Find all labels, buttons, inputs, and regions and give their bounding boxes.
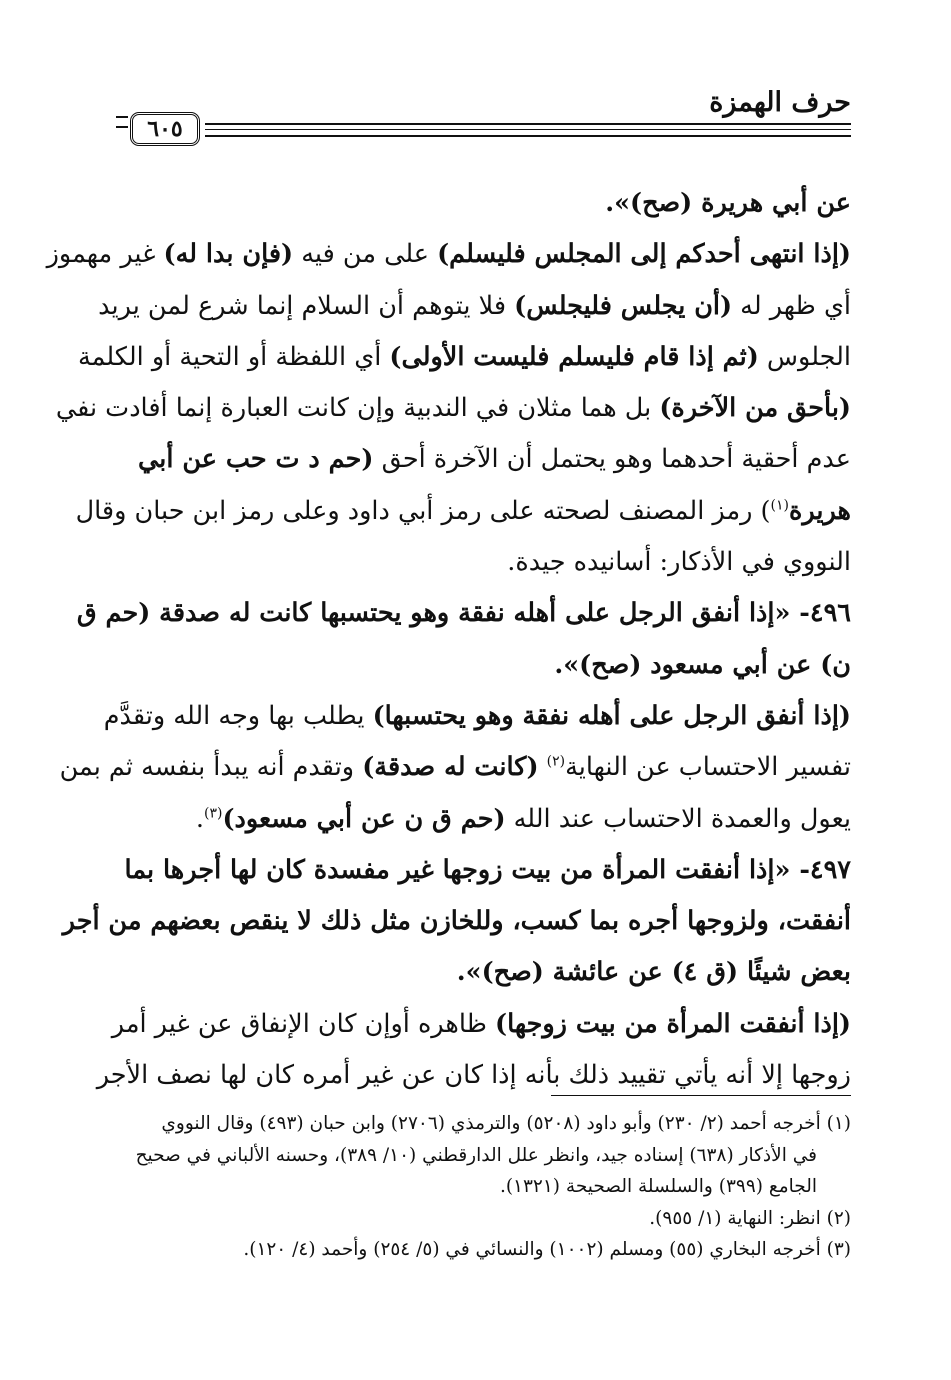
- text-run: بل هما مثلان في الندبية وإن كانت العبارة إنما أفادت نفي: [55, 393, 660, 424]
- text-run: هريرة: [788, 495, 851, 526]
- text-run: (كانت له صدقة): [362, 752, 539, 783]
- page-number-frame: [130, 112, 200, 146]
- text-run: (بأحق من الآخرة): [659, 393, 851, 424]
- text-run: النووي في الأذكار: أسانيده جيدة.: [507, 547, 851, 578]
- text-run: [539, 752, 547, 782]
- footnote-line: (١) أخرجه أحمد (٢/ ٢٣٠) وأبو داود (٥٢٠٨) والترمذي (٢٧٠٦) وابن حبان (٤٩٣) وقال النووي: [161, 1113, 851, 1134]
- text-line: [100, 794, 851, 845]
- text-line: [62, 896, 851, 947]
- footnote-line: (٢) انظر: النهاية (١/ ٩٥٥).: [649, 1207, 851, 1229]
- text-run: على من فيه: [293, 239, 438, 270]
- footnote-line: الجامع (٣٩٩) والسلسلة الصحيحة (١٣٢١).: [499, 1176, 817, 1197]
- footnote-separator: [551, 1095, 851, 1096]
- text-run: أي ظهر له: [732, 290, 851, 321]
- text-line: [100, 281, 851, 332]
- chapter-title: حرف الهمزة: [709, 87, 851, 118]
- text-run: يطلب بها وجه الله وتقدَّم: [103, 700, 373, 731]
- text-run: غير مهموز: [46, 239, 164, 270]
- text-run: بعض شيئًا (ق ٤) عن عائشة (صح)».: [456, 957, 851, 988]
- text-line: [75, 486, 851, 537]
- text-run: (حم ق ن عن أبي مسعود): [222, 803, 506, 834]
- text-run: (إذا انتهى أحدكم إلى المجلس فليسلم): [437, 239, 851, 270]
- text-run: (إذا أنفق الرجل على أهله نفقة وهو يحتسبها): [372, 700, 851, 731]
- text-line: [100, 845, 851, 896]
- text-line: [100, 640, 851, 691]
- footnote-ref: (٢): [546, 753, 566, 770]
- text-run: زوجها إلا أنه يأتي تقييد ذلك بأنه إذا كان عن غير أمره كان لها نصف الأجر: [96, 1060, 851, 1091]
- page-number: ٦٠٥: [147, 116, 183, 142]
- text-run: .: [195, 803, 204, 834]
- text-run: ٤٩٧- «إذا أنفقت المرأة من بيت زوجها غير مفسدة كان لها أجرها بما: [124, 854, 851, 885]
- header-rule-bottom: [205, 135, 851, 137]
- footnote-line: (٣) أخرجه البخاري (٥٥) ومسلم (١٠٠٢) والنسائي في (٥/ ٢٥٤) وأحمد (٤/ ١٢٠).: [243, 1239, 851, 1260]
- text-run: تفسير الاحتساب عن النهاية: [565, 752, 851, 783]
- text-run: ن) عن أبي مسعود (صح)».: [554, 649, 851, 680]
- text-run: الجلوس: [758, 341, 851, 372]
- text-run: ٤٩٦- «إذا أنفق الرجل على أهله نفقة وهو يحتسبها كانت له صدقة (حم ق: [76, 598, 851, 629]
- footnote-ref: (٣): [203, 805, 223, 822]
- text-run: عدم أحقية أحدهما وهو يحتمل أن الآخرة أحق: [373, 444, 851, 475]
- text-run: يعول والعمدة الاحتساب عند الله: [505, 803, 851, 834]
- text-run: أي اللفظة أو التحية أو الكلمة: [77, 341, 390, 372]
- text-run: ) رمز المصنف لصحته على رمز أبي داود وعلى رمز ابن حبان وقال: [75, 495, 771, 526]
- text-line: [76, 588, 851, 639]
- text-line: [100, 178, 851, 229]
- text-line: [100, 537, 851, 588]
- footnote-ref: (١): [770, 497, 789, 514]
- text-run: (إذا أنفقت المرأة من بيت زوجها): [495, 1008, 851, 1039]
- text-run: (ثم إذا قام فليسلم فليست الأولى): [389, 341, 759, 372]
- text-run: (فإن بدا له): [163, 239, 294, 270]
- header-rule-top: [205, 123, 851, 130]
- text-run: (أن يجلس فليجلس): [514, 290, 733, 321]
- text-run: (حم د ت حب عن أبي: [138, 444, 374, 475]
- footnotes: [100, 1108, 851, 1266]
- text-line: [100, 691, 851, 742]
- text-run: وتقدم أنه يبدأ بنفسه ثم بمن: [59, 752, 363, 783]
- footnote-line: في الأذكار (٦٣٨) إسناده جيد، وانظر علل الدارقطني (١٠/ ٣٨٩)، وحسنه الألباني في صحيح: [135, 1144, 817, 1166]
- text-line: [59, 742, 851, 793]
- text-run: عن أبي هريرة (صح)».: [605, 188, 851, 218]
- header-ornament: [116, 116, 128, 128]
- text-line: [100, 999, 851, 1050]
- text-run: ظاهره أوإن كان الإنفاق عن غير أمر: [111, 1008, 495, 1039]
- text-line: [55, 383, 851, 434]
- text-line: [96, 1050, 851, 1101]
- text-line: [100, 947, 851, 998]
- text-run: فلا يتوهم أن السلام إنما شرع لمن يريد: [98, 290, 515, 321]
- text-line: [100, 434, 851, 485]
- text-line: [77, 332, 851, 383]
- main-text: [46, 178, 851, 1101]
- text-line: [46, 229, 851, 280]
- text-run: أنفقت، ولزوجها أجره بما كسب، وللخازن مثل ذلك لا ينقص بعضهم من أجر: [62, 906, 851, 937]
